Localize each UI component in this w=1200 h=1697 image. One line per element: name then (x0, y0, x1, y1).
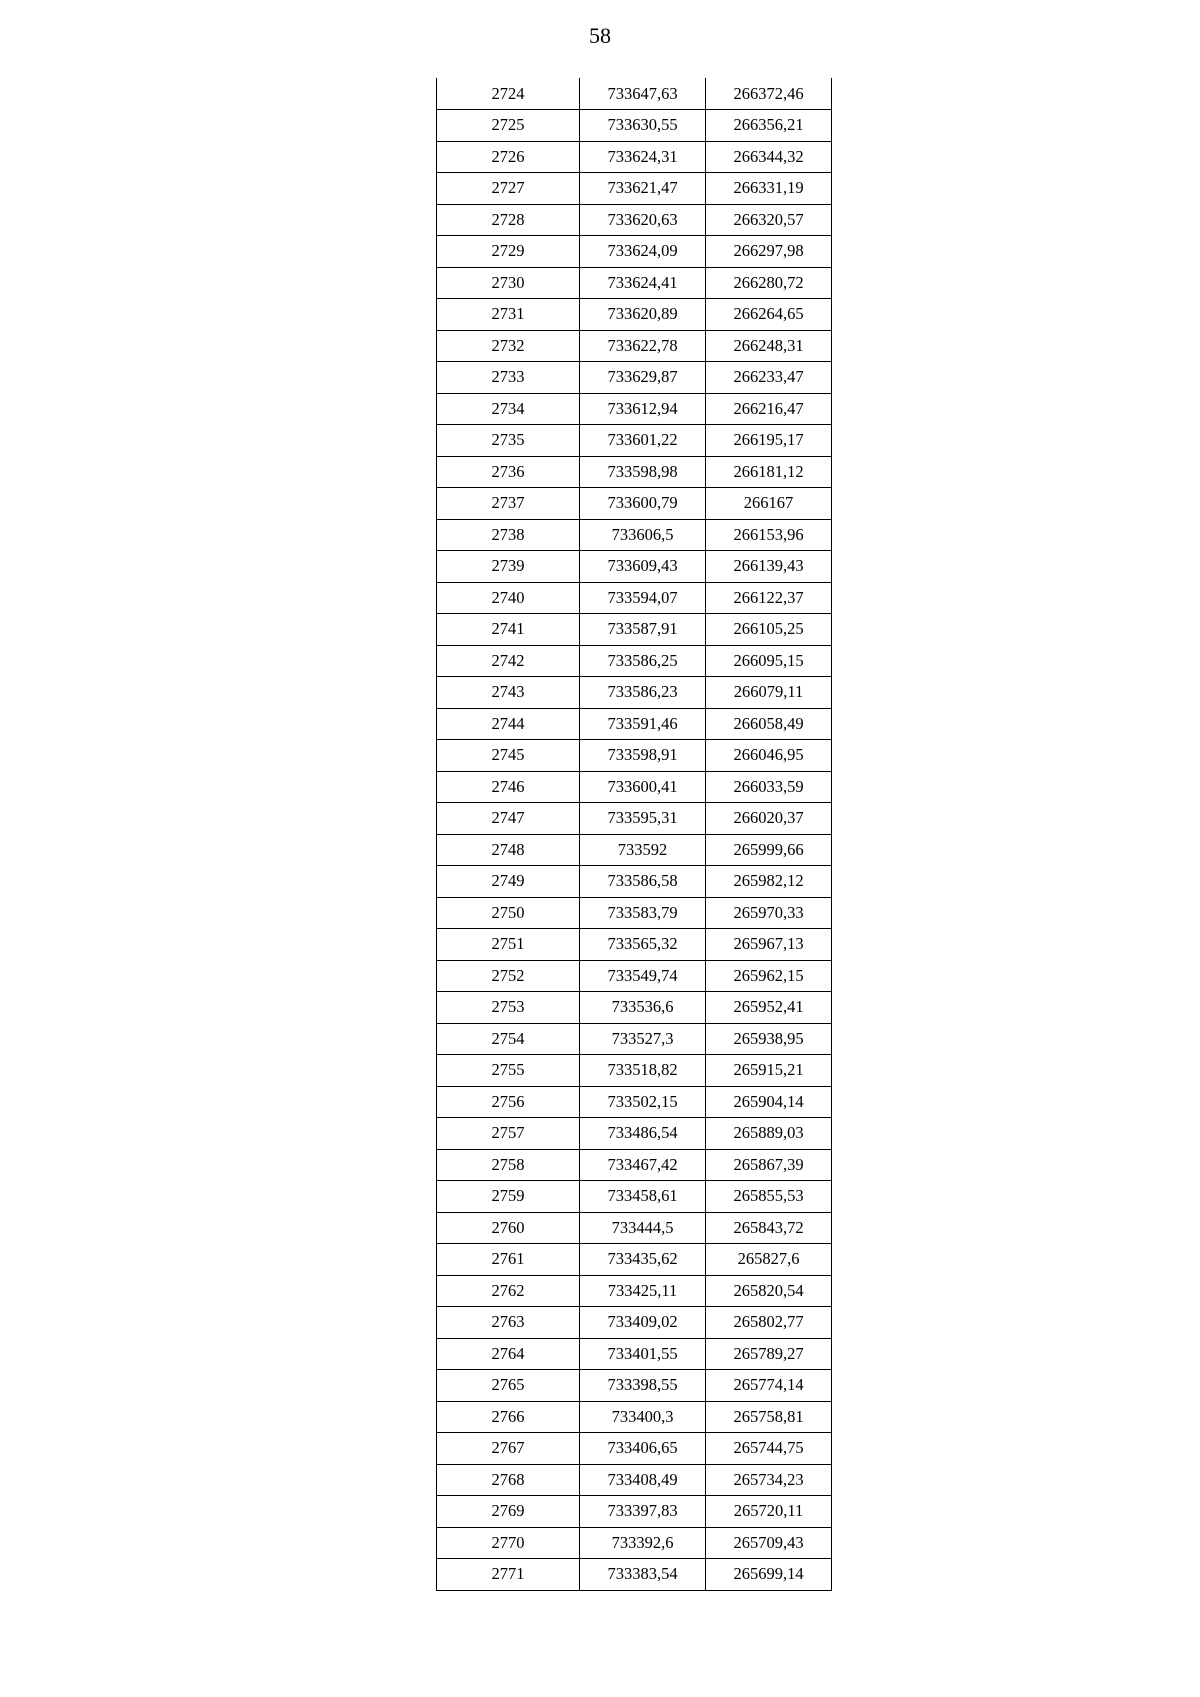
x-coordinate-cell: 733401,55 (580, 1338, 706, 1370)
point-number-cell: 2742 (437, 645, 580, 677)
x-coordinate-cell: 733594,07 (580, 582, 706, 614)
point-number-cell: 2741 (437, 614, 580, 646)
table-row (437, 78, 832, 110)
x-coordinate-cell: 733606,5 (580, 519, 706, 551)
x-coordinate-cell: 733600,79 (580, 488, 706, 520)
table-row (437, 1559, 832, 1591)
x-coordinate-cell: 733587,91 (580, 614, 706, 646)
y-coordinate-cell: 266372,46 (706, 78, 832, 110)
point-number-cell: 2759 (437, 1181, 580, 1213)
point-number-cell: 2739 (437, 551, 580, 583)
x-coordinate-cell: 733406,65 (580, 1433, 706, 1465)
x-coordinate-cell: 733630,55 (580, 110, 706, 142)
point-number-cell: 2727 (437, 173, 580, 205)
point-number-cell: 2732 (437, 330, 580, 362)
table-row (437, 740, 832, 772)
x-coordinate-cell: 733647,63 (580, 78, 706, 110)
point-number-cell: 2734 (437, 393, 580, 425)
x-coordinate-cell: 733598,98 (580, 456, 706, 488)
y-coordinate-cell: 266331,19 (706, 173, 832, 205)
point-number-cell: 2770 (437, 1527, 580, 1559)
y-coordinate-cell: 265720,11 (706, 1496, 832, 1528)
x-coordinate-cell: 733565,32 (580, 929, 706, 961)
point-number-cell: 2768 (437, 1464, 580, 1496)
x-coordinate-cell: 733392,6 (580, 1527, 706, 1559)
y-coordinate-cell: 265758,81 (706, 1401, 832, 1433)
y-coordinate-cell: 265734,23 (706, 1464, 832, 1496)
point-number-cell: 2747 (437, 803, 580, 835)
y-coordinate-cell: 265820,54 (706, 1275, 832, 1307)
page-number: 58 (589, 23, 611, 48)
x-coordinate-cell: 733624,09 (580, 236, 706, 268)
x-coordinate-cell: 733600,41 (580, 771, 706, 803)
x-coordinate-cell: 733397,83 (580, 1496, 706, 1528)
table-row (437, 1086, 832, 1118)
table-row (437, 708, 832, 740)
point-number-cell: 2755 (437, 1055, 580, 1087)
y-coordinate-cell: 266046,95 (706, 740, 832, 772)
table-row (437, 551, 832, 583)
y-coordinate-cell: 265744,75 (706, 1433, 832, 1465)
table-row (437, 1244, 832, 1276)
table-row (437, 771, 832, 803)
table-row (437, 803, 832, 835)
y-coordinate-cell: 265699,14 (706, 1559, 832, 1591)
y-coordinate-cell: 265970,33 (706, 897, 832, 929)
y-coordinate-cell: 266095,15 (706, 645, 832, 677)
y-coordinate-cell: 265789,27 (706, 1338, 832, 1370)
y-coordinate-cell: 265855,53 (706, 1181, 832, 1213)
point-number-cell: 2729 (437, 236, 580, 268)
y-coordinate-cell: 266058,49 (706, 708, 832, 740)
y-coordinate-cell: 266297,98 (706, 236, 832, 268)
y-coordinate-cell: 266139,43 (706, 551, 832, 583)
point-number-cell: 2733 (437, 362, 580, 394)
y-coordinate-cell: 266216,47 (706, 393, 832, 425)
point-number-cell: 2737 (437, 488, 580, 520)
y-coordinate-cell: 265827,6 (706, 1244, 832, 1276)
point-number-cell: 2726 (437, 141, 580, 173)
point-number-cell: 2728 (437, 204, 580, 236)
table-row (437, 677, 832, 709)
table-row (437, 645, 832, 677)
x-coordinate-cell: 733592 (580, 834, 706, 866)
table-row (437, 1464, 832, 1496)
y-coordinate-cell: 265774,14 (706, 1370, 832, 1402)
point-number-cell: 2753 (437, 992, 580, 1024)
table-row (437, 1275, 832, 1307)
y-coordinate-cell: 266105,25 (706, 614, 832, 646)
table-row (437, 1527, 832, 1559)
table-row (437, 897, 832, 929)
point-number-cell: 2745 (437, 740, 580, 772)
table-row (437, 362, 832, 394)
table-row (437, 582, 832, 614)
y-coordinate-cell: 266320,57 (706, 204, 832, 236)
table-row (437, 1212, 832, 1244)
y-coordinate-cell: 266264,65 (706, 299, 832, 331)
point-number-cell: 2764 (437, 1338, 580, 1370)
point-number-cell: 2743 (437, 677, 580, 709)
x-coordinate-cell: 733486,54 (580, 1118, 706, 1150)
table-row (437, 1338, 832, 1370)
y-coordinate-cell: 265938,95 (706, 1023, 832, 1055)
y-coordinate-cell: 266020,37 (706, 803, 832, 835)
y-coordinate-cell: 266033,59 (706, 771, 832, 803)
point-number-cell: 2725 (437, 110, 580, 142)
x-coordinate-cell: 733624,31 (580, 141, 706, 173)
x-coordinate-cell: 733518,82 (580, 1055, 706, 1087)
table-row (437, 834, 832, 866)
y-coordinate-cell: 265802,77 (706, 1307, 832, 1339)
point-number-cell: 2757 (437, 1118, 580, 1150)
point-number-cell: 2746 (437, 771, 580, 803)
table-row (437, 1496, 832, 1528)
point-number-cell: 2756 (437, 1086, 580, 1118)
point-number-cell: 2762 (437, 1275, 580, 1307)
x-coordinate-cell: 733444,5 (580, 1212, 706, 1244)
table-row (437, 1055, 832, 1087)
x-coordinate-cell: 733629,87 (580, 362, 706, 394)
x-coordinate-cell: 733595,31 (580, 803, 706, 835)
point-number-cell: 2735 (437, 425, 580, 457)
y-coordinate-cell: 265999,66 (706, 834, 832, 866)
x-coordinate-cell: 733620,89 (580, 299, 706, 331)
table-row (437, 1118, 832, 1150)
table-row (437, 1433, 832, 1465)
x-coordinate-cell: 733435,62 (580, 1244, 706, 1276)
point-number-cell: 2730 (437, 267, 580, 299)
table-row (437, 299, 832, 331)
table-row (437, 267, 832, 299)
point-number-cell: 2761 (437, 1244, 580, 1276)
point-number-cell: 2740 (437, 582, 580, 614)
y-coordinate-cell: 265904,14 (706, 1086, 832, 1118)
coordinates-table (436, 78, 832, 1591)
y-coordinate-cell: 266344,32 (706, 141, 832, 173)
y-coordinate-cell: 266122,37 (706, 582, 832, 614)
table-row (437, 236, 832, 268)
y-coordinate-cell: 265843,72 (706, 1212, 832, 1244)
point-number-cell: 2736 (437, 456, 580, 488)
x-coordinate-cell: 733586,58 (580, 866, 706, 898)
table-row (437, 960, 832, 992)
point-number-cell: 2765 (437, 1370, 580, 1402)
x-coordinate-cell: 733383,54 (580, 1559, 706, 1591)
table-row (437, 110, 832, 142)
x-coordinate-cell: 733621,47 (580, 173, 706, 205)
y-coordinate-cell: 266356,21 (706, 110, 832, 142)
x-coordinate-cell: 733400,3 (580, 1401, 706, 1433)
y-coordinate-cell: 265952,41 (706, 992, 832, 1024)
table-row (437, 1181, 832, 1213)
x-coordinate-cell: 733620,63 (580, 204, 706, 236)
point-number-cell: 2724 (437, 78, 580, 110)
y-coordinate-cell: 265889,03 (706, 1118, 832, 1150)
point-number-cell: 2738 (437, 519, 580, 551)
y-coordinate-cell: 266079,11 (706, 677, 832, 709)
table-row (437, 488, 832, 520)
x-coordinate-cell: 733527,3 (580, 1023, 706, 1055)
point-number-cell: 2744 (437, 708, 580, 740)
y-coordinate-cell: 266153,96 (706, 519, 832, 551)
x-coordinate-cell: 733622,78 (580, 330, 706, 362)
y-coordinate-cell: 265982,12 (706, 866, 832, 898)
point-number-cell: 2754 (437, 1023, 580, 1055)
table-row (437, 519, 832, 551)
point-number-cell: 2766 (437, 1401, 580, 1433)
point-number-cell: 2749 (437, 866, 580, 898)
table-row (437, 425, 832, 457)
table-row (437, 173, 832, 205)
point-number-cell: 2769 (437, 1496, 580, 1528)
table-row (437, 1149, 832, 1181)
table-row (437, 614, 832, 646)
y-coordinate-cell: 266181,12 (706, 456, 832, 488)
y-coordinate-cell: 265867,39 (706, 1149, 832, 1181)
y-coordinate-cell: 265709,43 (706, 1527, 832, 1559)
point-number-cell: 2748 (437, 834, 580, 866)
coordinates-table-body (437, 78, 832, 1590)
x-coordinate-cell: 733586,23 (580, 677, 706, 709)
y-coordinate-cell: 265967,13 (706, 929, 832, 961)
point-number-cell: 2751 (437, 929, 580, 961)
y-coordinate-cell: 265915,21 (706, 1055, 832, 1087)
x-coordinate-cell: 733624,41 (580, 267, 706, 299)
x-coordinate-cell: 733409,02 (580, 1307, 706, 1339)
x-coordinate-cell: 733467,42 (580, 1149, 706, 1181)
point-number-cell: 2771 (437, 1559, 580, 1591)
y-coordinate-cell: 266248,31 (706, 330, 832, 362)
x-coordinate-cell: 733549,74 (580, 960, 706, 992)
x-coordinate-cell: 733612,94 (580, 393, 706, 425)
y-coordinate-cell: 266233,47 (706, 362, 832, 394)
point-number-cell: 2763 (437, 1307, 580, 1339)
point-number-cell: 2767 (437, 1433, 580, 1465)
table-row (437, 929, 832, 961)
table-row (437, 393, 832, 425)
table-row (437, 1370, 832, 1402)
x-coordinate-cell: 733536,6 (580, 992, 706, 1024)
point-number-cell: 2760 (437, 1212, 580, 1244)
x-coordinate-cell: 733586,25 (580, 645, 706, 677)
x-coordinate-cell: 733502,15 (580, 1086, 706, 1118)
table-row (437, 141, 832, 173)
table-row (437, 204, 832, 236)
table-row (437, 1023, 832, 1055)
x-coordinate-cell: 733609,43 (580, 551, 706, 583)
x-coordinate-cell: 733583,79 (580, 897, 706, 929)
table-row (437, 330, 832, 362)
x-coordinate-cell: 733425,11 (580, 1275, 706, 1307)
x-coordinate-cell: 733591,46 (580, 708, 706, 740)
point-number-cell: 2752 (437, 960, 580, 992)
point-number-cell: 2758 (437, 1149, 580, 1181)
point-number-cell: 2731 (437, 299, 580, 331)
table-row (437, 866, 832, 898)
x-coordinate-cell: 733458,61 (580, 1181, 706, 1213)
x-coordinate-cell: 733398,55 (580, 1370, 706, 1402)
table-row (437, 1307, 832, 1339)
x-coordinate-cell: 733408,49 (580, 1464, 706, 1496)
table-row (437, 992, 832, 1024)
table-row (437, 456, 832, 488)
y-coordinate-cell: 266195,17 (706, 425, 832, 457)
y-coordinate-cell: 265962,15 (706, 960, 832, 992)
x-coordinate-cell: 733598,91 (580, 740, 706, 772)
y-coordinate-cell: 266167 (706, 488, 832, 520)
x-coordinate-cell: 733601,22 (580, 425, 706, 457)
y-coordinate-cell: 266280,72 (706, 267, 832, 299)
table-row (437, 1401, 832, 1433)
point-number-cell: 2750 (437, 897, 580, 929)
